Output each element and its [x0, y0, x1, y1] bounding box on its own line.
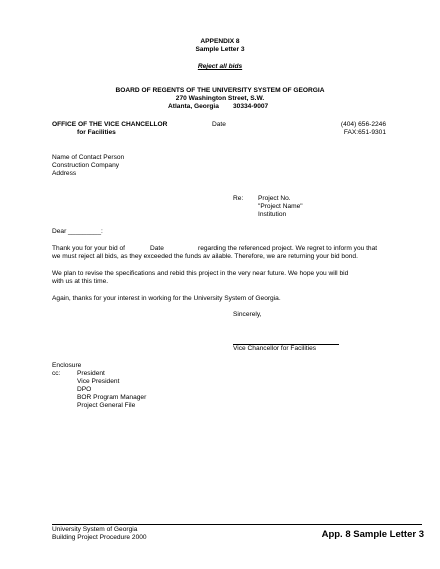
office-title: OFFICE OF THE VICE CHANCELLOR	[52, 121, 168, 128]
footer-rule	[52, 524, 422, 525]
footer-left-line1: University System of Georgia	[52, 526, 138, 533]
body-p1-line1-b: Date	[150, 245, 164, 252]
office-subtitle: for Facilities	[77, 129, 116, 136]
recipient-address: Address	[52, 170, 77, 177]
subject-heading: Reject all bids	[197, 63, 243, 70]
cc-item: Vice President	[77, 378, 120, 385]
recipient-contact: Name of Contact Person	[52, 154, 125, 161]
footer-right: App. 8 Sample Letter 3	[321, 529, 424, 540]
org-zip: 30334-9007	[233, 103, 269, 110]
body-p1-line1-c: regarding the referenced project. We regret to inform you that	[198, 245, 378, 252]
re-institution: Institution	[258, 211, 287, 218]
body-p3: Again, thanks for your interest in working for the University System of Georgia.	[52, 295, 281, 302]
recipient-company: Construction Company	[52, 162, 120, 169]
body-p2-line2: with us at this time.	[52, 278, 109, 285]
body-p1-line1-a: Thank you for your bid of	[52, 245, 125, 252]
greeting-blank: _________:	[68, 228, 103, 235]
date-label: Date	[212, 121, 226, 128]
cc-item: DPO	[77, 386, 92, 393]
cc-item: BOR Program Manager	[77, 394, 147, 401]
footer-left-line2: Building Project Procedure 2000	[52, 534, 147, 541]
enclosure-label: Enclosure	[52, 362, 82, 369]
greeting-dear: Dear	[52, 228, 67, 235]
appendix-heading: APPENDIX 8	[200, 38, 240, 45]
sample-letter-heading: Sample Letter 3	[195, 46, 245, 53]
org-street: 270 Washington Street, S.W.	[175, 95, 265, 102]
re-label: Re:	[233, 195, 244, 202]
org-city: Atlanta, Georgia	[168, 103, 219, 110]
re-project-name: "Project Name"	[258, 203, 303, 210]
cc-label: cc:	[52, 370, 61, 377]
body-p1-line2: we must reject all bids, as they exceeded the funds av ailable. Therefore, we are returning your bid bond.	[52, 253, 358, 260]
signature-title: Vice Chancellor for Facilities	[233, 345, 317, 352]
re-project-no: Project No.	[258, 195, 291, 202]
office-fax: FAX:651-9301	[343, 129, 386, 136]
cc-item: President	[77, 370, 105, 377]
cc-item: Project General File	[77, 402, 136, 409]
closing-sincerely: Sincerely,	[233, 311, 262, 318]
org-name: BOARD OF REGENTS OF THE UNIVERSITY SYSTEM OF GEORGIA	[115, 87, 325, 94]
office-phone: (404) 656-2246	[340, 121, 386, 128]
body-p2-line1: We plan to revise the specifications and rebid this project in the very near future. We hope you will bid	[52, 270, 349, 277]
